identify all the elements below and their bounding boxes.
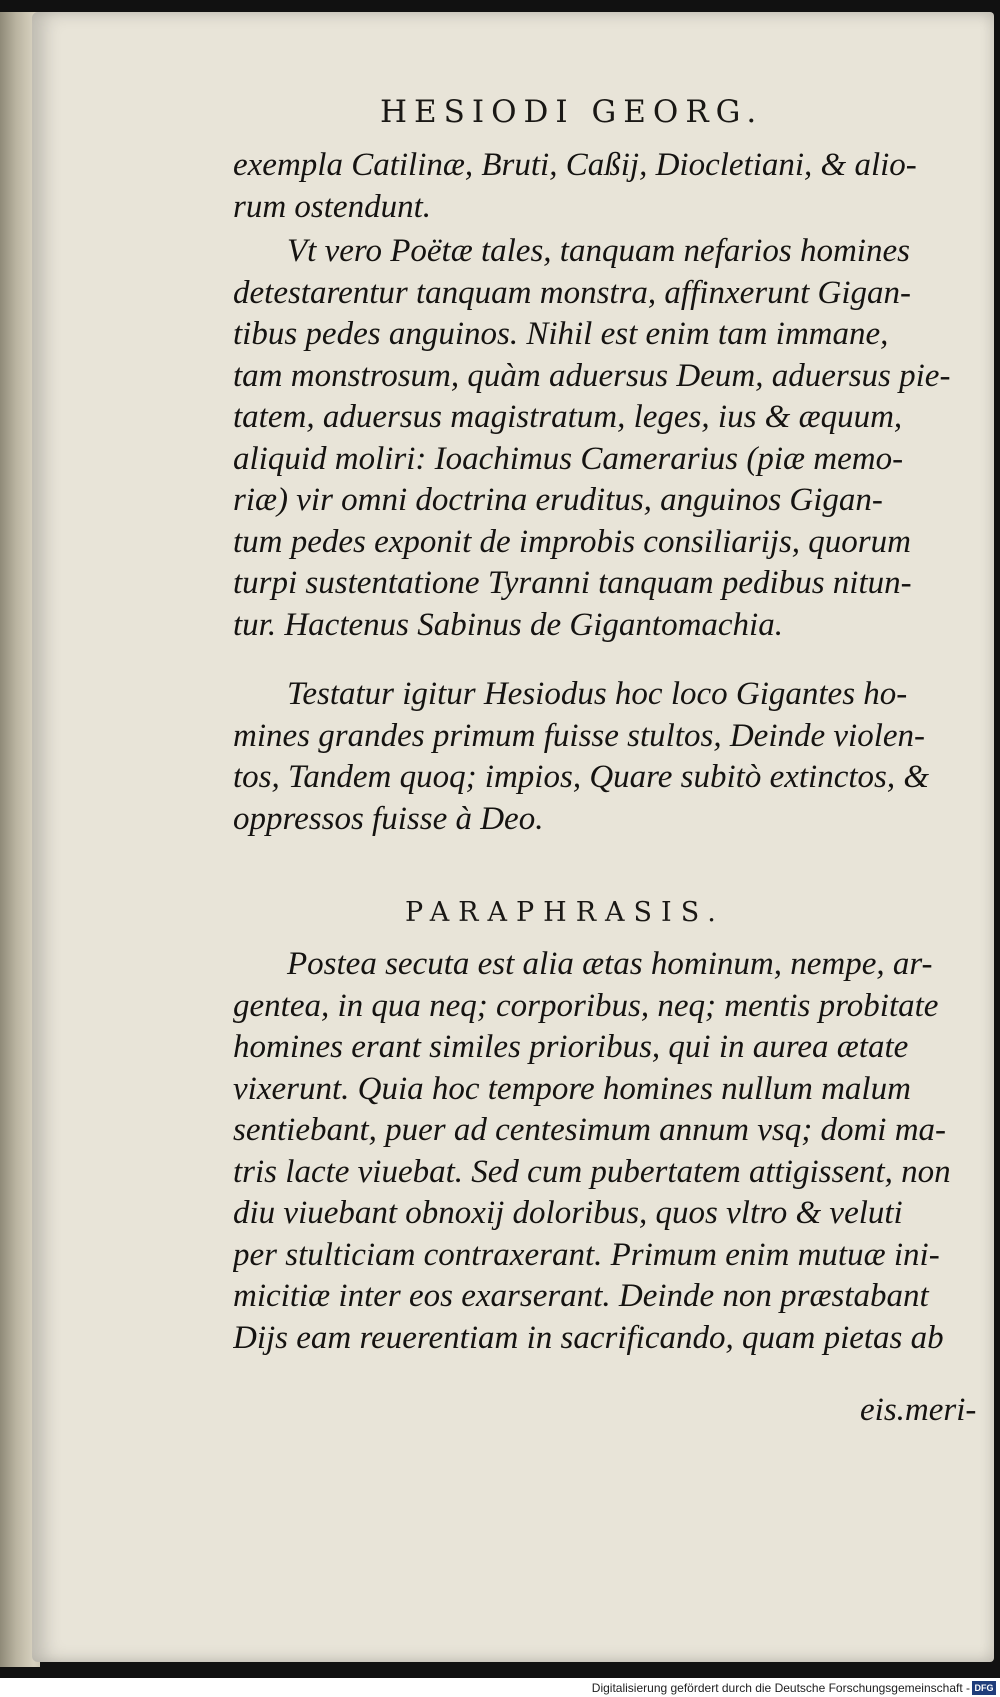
text-line: Dijs eam reuerentiam in sacrificando, quam pietas ab (233, 1319, 944, 1356)
catchword: eis.meri- (860, 1392, 977, 1428)
text-line: tam monstrosum, quàm aduersus Deum, aduersus pie- (233, 357, 951, 394)
text-line: riæ) vir omni doctrina eruditus, anguinos Gigan- (233, 482, 883, 518)
text-line: tris lacte viuebat. Sed cum pubertatem attigissent, non (233, 1153, 951, 1190)
text-line: tos, Tandem quoq; impios, Quare subitò extinctos, & (233, 759, 930, 795)
text-line: sentiebant, puer ad centesimum annum vsq; domi ma- (233, 1112, 947, 1148)
text-line: exempla Catilinæ, Bruti, Caßij, Diocletiani, & alio- (233, 147, 917, 183)
paragraph-1 (233, 145, 973, 228)
text-line: Vt vero Poëtæ tales, tanquam nefarios homines (287, 233, 910, 269)
text-line: Postea secuta est alia ætas hominum, nempe, ar- (287, 946, 933, 982)
dfg-logo[interactable]: DFG (972, 1681, 996, 1695)
paragraph-4 (233, 944, 973, 1359)
text-line: gentea, in qua neq; corporibus, neq; mentis probitate (233, 987, 939, 1024)
running-head: HESIODI GEORG. (380, 94, 764, 130)
paragraph-3 (233, 674, 973, 840)
footer-credit: Digitalisierung gefördert durch die Deutsche Forschungsgemeinschaft - (591, 1681, 970, 1695)
text-line: rum ostendunt. (233, 188, 431, 225)
text-line: detestarentur tanquam monstra, affinxerunt Gigan- (233, 274, 911, 311)
text-line: micitiæ inter eos exarserant. Deinde non præstabant (233, 1278, 929, 1314)
text-line: turpi sustentatione Tyranni tanquam pedibus nitun- (233, 565, 912, 601)
section-heading: PARAPHRASIS. (405, 897, 725, 928)
text-line: tum pedes exponit de improbis consiliarijs, quorum (233, 523, 911, 560)
text-line: oppressos fuisse à Deo. (233, 800, 544, 837)
text-line: vixerunt. Quia hoc tempore homines nullum malum (233, 1070, 911, 1107)
text-line: homines erant similes prioribus, qui in aurea ætate (233, 1029, 909, 1065)
text-line: aliquid moliri: Ioachimus Camerarius (piæ memo- (233, 440, 904, 477)
text-line: per stulticiam contraxerant. Primum enim mutuæ ini- (233, 1236, 940, 1273)
text-line: tur. Hactenus Sabinus de Gigantomachia. (233, 606, 783, 643)
text-line: tibus pedes anguinos. Nihil est enim tam immane, (233, 316, 889, 352)
text-line: mines grandes primum fuisse stultos, Deinde violen- (233, 717, 926, 754)
paragraph-2 (233, 231, 973, 646)
text-line: Testatur igitur Hesiodus hoc loco Gigantes ho- (287, 676, 908, 712)
text-line: tatem, aduersus magistratum, leges, ius & æquum, (233, 399, 903, 435)
footer-bar (0, 1678, 1000, 1697)
text-line: diu viuebant obnoxij doloribus, quos vltro & veluti (233, 1195, 903, 1231)
